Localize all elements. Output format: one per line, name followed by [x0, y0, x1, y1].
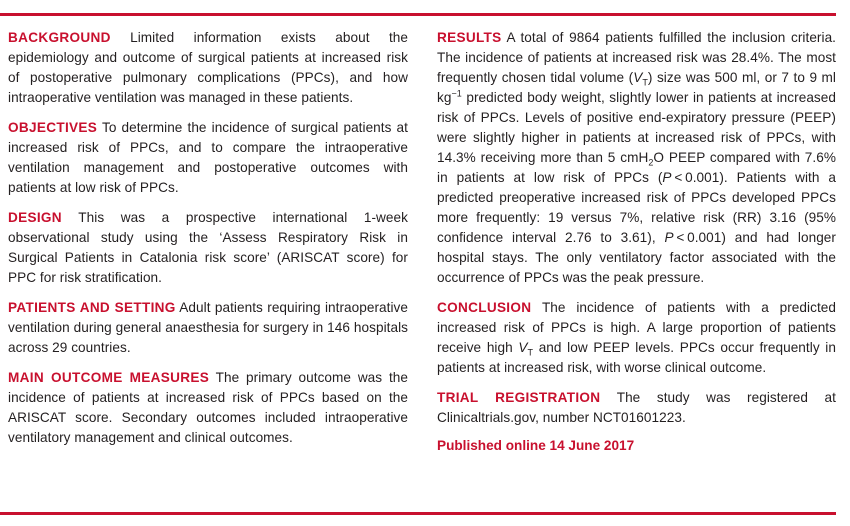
background-text: Limited information exists about the epidemiology and outcome of surgical patients at increased risk of postoperative pulmonary complications (PPCs), and how intraoperative ventilation was managed in these patients.	[8, 30, 409, 105]
outcome-measures-text: The primary outcome was the incidence of patients at increased risk of PPCs based on the ARISCAT score. Secondary outcomes included intraoperative ventilatory management and clinical outcomes.	[8, 370, 408, 445]
background-section	[8, 28, 408, 108]
conclusion-text-2: and low PEEP levels. PPCs occur frequently in patients at increased risk, with worse clinical outcome.	[437, 340, 836, 375]
bottom-rule	[0, 512, 836, 515]
results-text-2: ) size was 500 ml, or 7 to 9 ml kg	[437, 70, 836, 105]
trial-registration-heading: TRIAL REGISTRATION	[437, 390, 601, 405]
abstract-right-column	[437, 28, 836, 456]
conclusion-tidal-volume-symbol: V	[518, 340, 528, 355]
trial-registration-text: The study was registered at Clinicaltrials.gov, number NCT01601223.	[437, 390, 836, 425]
design-text: This was a prospective international 1-week observational study using the ‘Assess Respiratory Risk in Surgical Patients in Catalonia risk score’ (ARISCAT score) for PPC for risk stratification.	[8, 210, 408, 285]
patients-setting-heading: PATIENTS AND SETTING	[8, 300, 176, 315]
objectives-section	[8, 118, 408, 198]
design-heading: DESIGN	[8, 210, 62, 225]
unit-superscript: −1	[451, 88, 462, 99]
objectives-text: To determine the incidence of surgical patients at increased risk of PPCs, and to compare the intraoperative ventilation management and postoperative outcomes with patients at low risk of PPCs.	[8, 120, 408, 195]
conclusion-section	[437, 298, 836, 378]
results-text-5: < 0.001). Patients with a predicted preoperative increased risk of PPCs developed PPCs more frequently: 19 versus 7%, relative risk (RR) 3.16 (95% confidence interval 2.76 to 3.61),	[437, 170, 837, 245]
patients-setting-section	[8, 298, 408, 358]
results-text-6: < 0.001) and had longer hospital stays. The only ventilatory factor associated with the occurrence of PPCs was the peak pressure.	[437, 230, 836, 285]
results-text-3: predicted body weight, slightly lower in patients at increased risk of PPCs. Levels of positive end-expiratory pressure (PEEP) were slightly higher in patients at increased risk of PPCs, with 14.3% receiving more than 5 cmH	[437, 90, 836, 165]
results-text-4: O PEEP compared with 7.6% in patients at low risk of PPCs (	[437, 150, 836, 185]
top-rule	[0, 13, 836, 16]
design-section	[8, 208, 408, 288]
conclusion-text-1: The incidence of patients with a predicted increased risk of PPCs is high. A large proportion of patients receive high	[437, 300, 836, 355]
background-heading: BACKGROUND	[8, 30, 111, 45]
conclusion-heading: CONCLUSION	[437, 300, 532, 315]
tidal-volume-subscript: T	[642, 77, 648, 88]
trial-registration-section	[437, 388, 836, 428]
p-value-symbol-2: P	[664, 230, 674, 245]
objectives-heading: OBJECTIVES	[8, 120, 98, 135]
patients-setting-text: Adult patients requiring intraoperative ventilation during general anaesthesia for surgery in 146 hospitals across 29 countries.	[8, 300, 409, 355]
p-value-symbol: P	[662, 170, 672, 185]
conclusion-tidal-volume-subscript: T	[527, 347, 534, 358]
results-text-1: A total of 9864 patients fulfilled the inclusion criteria. The incidence of patients at increased risk was 28.4%. The most frequently chosen tidal volume (	[437, 30, 837, 85]
outcome-measures-heading: MAIN OUTCOME MEASURES	[8, 370, 210, 385]
water-subscript: 2	[648, 157, 654, 168]
results-section	[437, 28, 836, 288]
results-heading: RESULTS	[437, 30, 502, 45]
tidal-volume-symbol: V	[633, 70, 643, 85]
abstract-left-column	[8, 28, 408, 458]
published-online-date: Published online 14 June 2017	[437, 438, 635, 453]
outcome-measures-section	[8, 368, 408, 448]
